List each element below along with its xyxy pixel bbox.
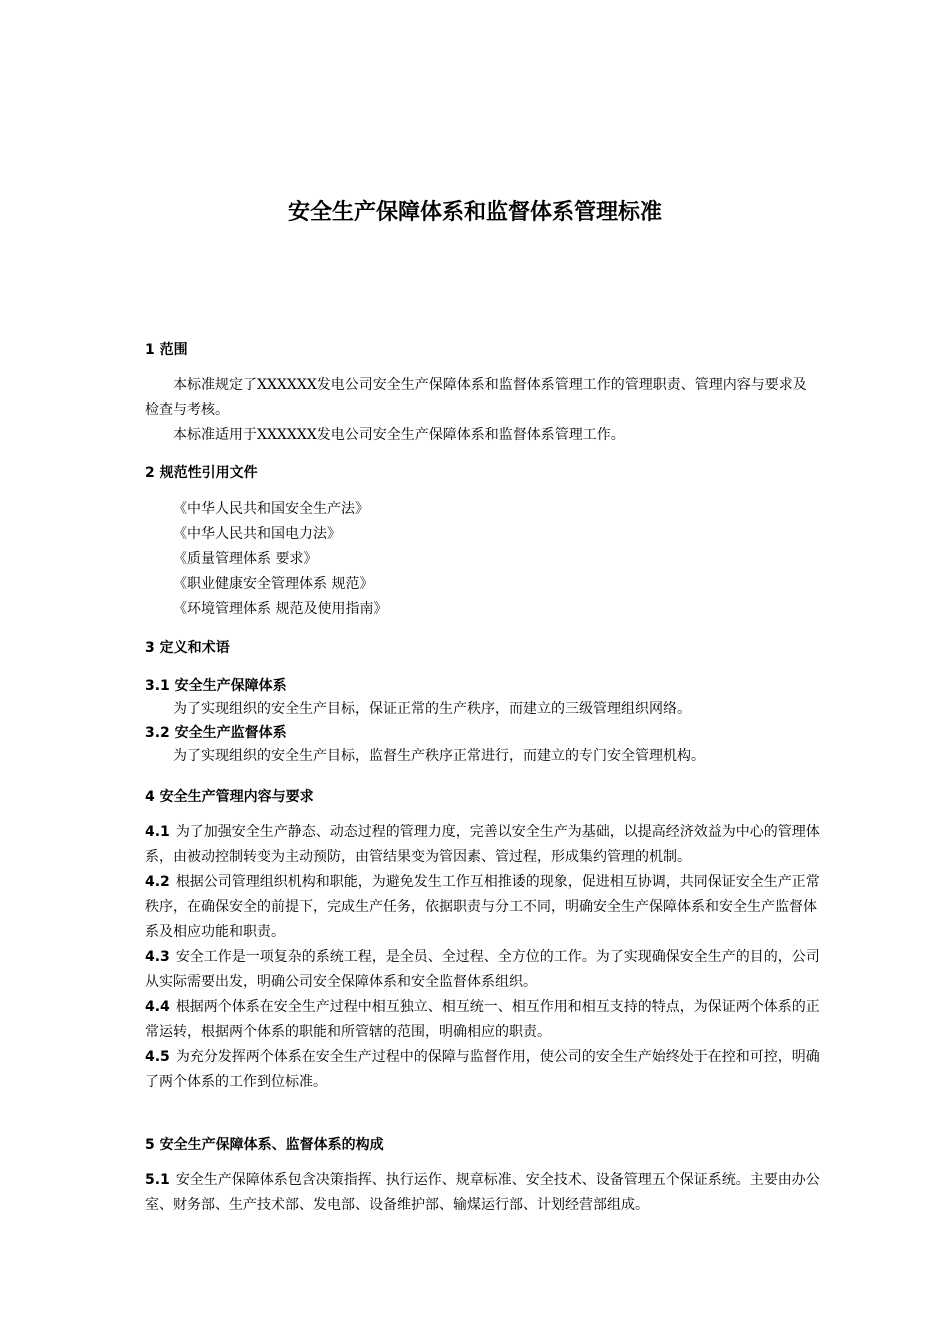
- clause-number: 4.1: [145, 824, 170, 840]
- clause: [145, 1168, 820, 1218]
- section-heading: 5 安全生产保障体系、监督体系的构成: [145, 1137, 384, 1153]
- clause-number: 4.3: [145, 949, 170, 965]
- section-scope-body: [145, 373, 820, 448]
- section-heading: 2 规范性引用文件: [145, 465, 258, 481]
- reference-item: 《中华人民共和国安全生产法》: [173, 501, 369, 517]
- clause-number: 5.1: [145, 1172, 170, 1188]
- clause-number: 4.5: [145, 1049, 170, 1065]
- section-heading: 1 范围: [145, 342, 188, 358]
- section-scope: [145, 340, 820, 360]
- definition-title: 3.2 安全生产监督体系: [145, 725, 287, 741]
- structure-list: [145, 1168, 820, 1218]
- clause-text: 根据公司管理组织机构和职能，为避免发生工作互相推诿的现象，促进相互协调，共同保证安全生产正常秩序，在确保安全的前提下，完成生产任务，依据职责与分工不同，明确安全生产保障体系和安全生产监督体系及相应功能和职责。: [145, 874, 820, 940]
- clause-text: 安全生产保障体系包含决策指挥、执行运作、规章标准、安全技术、设备管理五个保证系统。主要由办公室、财务部、生产技术部、发电部、设备维护部、输煤运行部、计划经营部组成。: [145, 1172, 820, 1213]
- clause-text: 根据两个体系在安全生产过程中相互独立、相互统一、相互作用和相互支持的特点，为保证两个体系的正常运转，根据两个体系的职能和所管辖的范围，明确相应的职责。: [145, 999, 820, 1040]
- section-references: [145, 463, 820, 483]
- section-heading: 3 定义和术语: [145, 640, 230, 656]
- clause-number: 4.4: [145, 999, 170, 1015]
- clause: [145, 870, 820, 945]
- definition-list: [145, 675, 820, 769]
- reference-list: [145, 497, 820, 622]
- reference-item: 《职业健康安全管理体系 规范》: [173, 576, 374, 592]
- clause: [145, 820, 820, 870]
- definition-text: 为了实现组织的安全生产目标，保证正常的生产秩序，而建立的三级管理组织网络。: [173, 701, 691, 717]
- requirements-list: [145, 820, 820, 1095]
- reference-item: 《环境管理体系 规范及使用指南》: [173, 601, 388, 617]
- clause-text: 为了加强安全生产静态、动态过程的管理力度，完善以安全生产为基础，以提高经济效益为中心的管理体系，由被动控制转变为主动预防，由管结果变为管因素、管过程，形成集约管理的机制。: [145, 824, 820, 865]
- document-title: 安全生产保障体系和监督体系管理标准: [287, 200, 662, 225]
- clause-number: 4.2: [145, 874, 170, 890]
- paragraph: 本标准规定了XXXXXX发电公司安全生产保障体系和监督体系管理工作的管理职责、管理内容与要求及检查与考核。: [145, 377, 807, 418]
- clause: [145, 945, 820, 995]
- section-heading: 4 安全生产管理内容与要求: [145, 789, 314, 805]
- clause-text: 安全工作是一项复杂的系统工程，是全员、全过程、全方位的工作。为了实现确保安全生产的目的，公司从实际需要出发，明确公司安全保障体系和安全监督体系组织。: [145, 949, 820, 990]
- paragraph: 本标准适用于XXXXXX发电公司安全生产保障体系和监督体系管理工作。: [173, 427, 625, 443]
- reference-item: 《质量管理体系 要求》: [173, 551, 318, 567]
- definition-title: 3.1 安全生产保障体系: [145, 678, 287, 694]
- reference-item: 《中华人民共和国电力法》: [173, 526, 341, 542]
- section-definitions: [145, 638, 820, 658]
- clause: [145, 1045, 820, 1095]
- section-structure: [145, 1135, 820, 1155]
- definition-text: 为了实现组织的安全生产目标，监督生产秩序正常进行，而建立的专门安全管理机构。: [173, 748, 705, 764]
- section-requirements: [145, 787, 820, 807]
- clause-text: 为充分发挥两个体系在安全生产过程中的保障与监督作用，使公司的安全生产始终处于在控和可控，明确了两个体系的工作到位标准。: [145, 1049, 820, 1090]
- clause: [145, 995, 820, 1045]
